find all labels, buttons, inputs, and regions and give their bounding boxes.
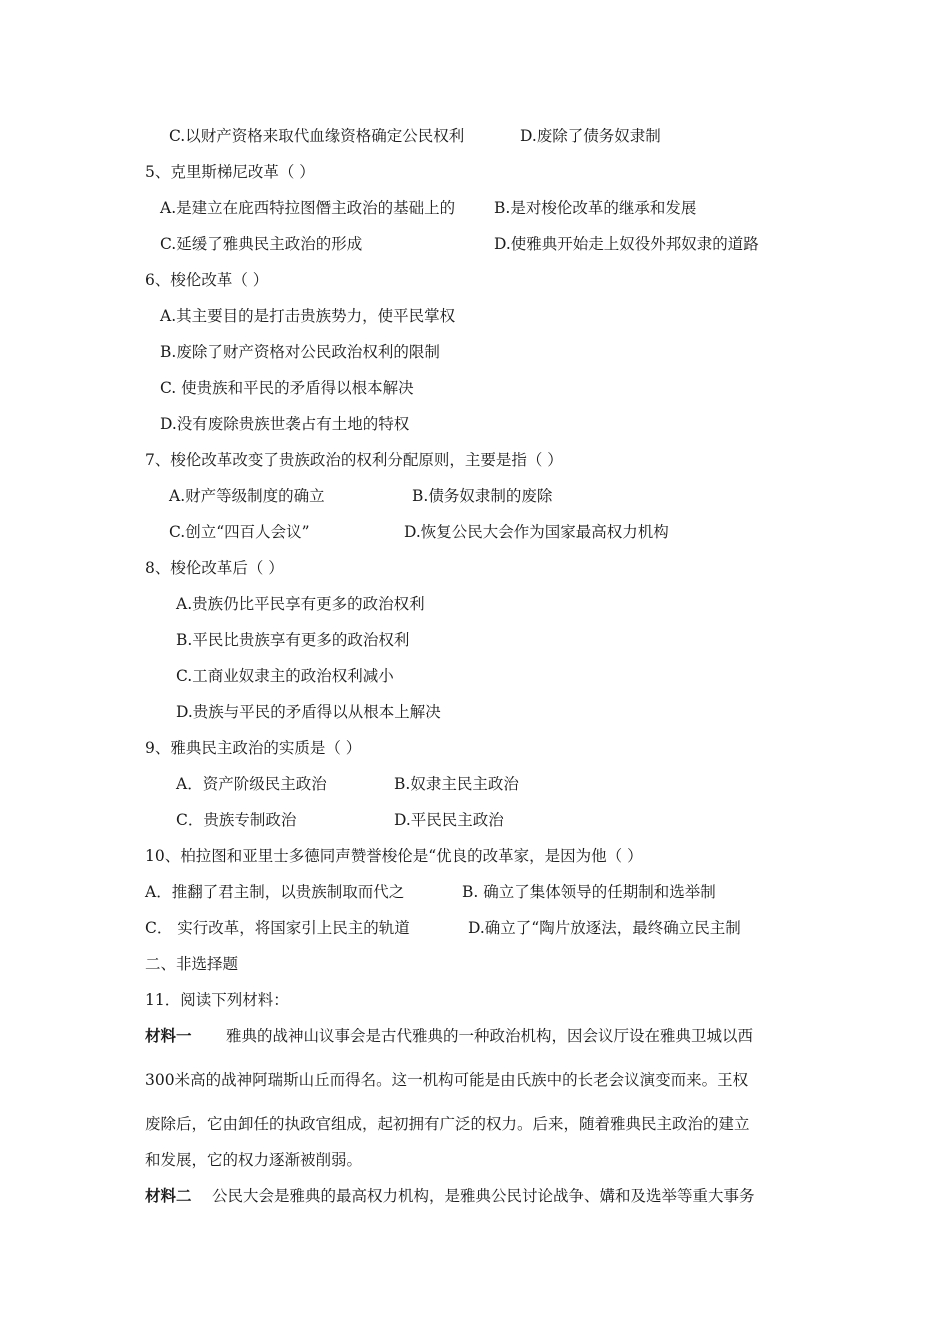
q11-stem: 11．阅读下列材料： bbox=[145, 991, 289, 1009]
q8-option-a: A.贵族仍比平民享有更多的政治权利 bbox=[176, 595, 425, 613]
q5-option-d: D.使雅典开始走上奴役外邦奴隶的道路 bbox=[494, 235, 759, 253]
material-2-line-1: 公民大会是雅典的最高权力机构，是雅典公民讨论战争、媾和及选举等重大事务 bbox=[212, 1187, 755, 1205]
q9-option-d: D.平民民主政治 bbox=[394, 811, 504, 829]
material-1-line-3: 废除后，它由卸任的执政官组成，起初拥有广泛的权力。后来，随着雅典民主政治的建立 bbox=[145, 1115, 750, 1133]
q6-option-c: C. 使贵族和平民的矛盾得以根本解决 bbox=[160, 379, 414, 397]
section-heading: 二、非选择题 bbox=[145, 955, 239, 973]
q9-option-c: C．贵族专制政治 bbox=[176, 811, 297, 829]
q9-option-b: B.奴隶主民主政治 bbox=[394, 775, 519, 793]
q10-option-c: C． 实行改革，将国家引上民主的轨道 bbox=[145, 919, 410, 937]
q4-option-c: C.以财产资格来取代血缘资格确定公民权利 bbox=[169, 127, 465, 145]
q7-option-b: B.债务奴隶制的废除 bbox=[412, 487, 553, 505]
material-1-line-2: 300米高的战神阿瑞斯山丘而得名。这一机构可能是由氏族中的长老会议演变而来。王权 bbox=[145, 1071, 749, 1089]
material-2-label: 材料二 bbox=[145, 1186, 192, 1205]
q6-option-d: D.没有废除贵族世袭占有土地的特权 bbox=[160, 415, 410, 433]
material-1-line-4: 和发展，它的权力逐渐被削弱。 bbox=[145, 1151, 363, 1169]
q8-option-d: D.贵族与平民的矛盾得以从根本上解决 bbox=[176, 703, 441, 721]
q7-option-c: C.创立“四百人会议” bbox=[169, 523, 310, 541]
q9-stem: 9、雅典民主政治的实质是（ ） bbox=[145, 739, 362, 757]
q10-option-d: D.确立了“陶片放逐法，最终确立民主制 bbox=[468, 919, 741, 937]
q6-option-b: B.废除了财产资格对公民政治权利的限制 bbox=[160, 343, 440, 361]
q5-option-b: B.是对梭伦改革的继承和发展 bbox=[494, 199, 697, 217]
q4-option-d: D.废除了债务奴隶制 bbox=[520, 127, 661, 145]
q5-option-a: A.是建立在庇西特拉图僭主政治的基础上的 bbox=[160, 199, 456, 217]
q10-stem: 10、柏拉图和亚里士多德同声赞誉梭伦是“优良的改革家，是因为他（ ） bbox=[145, 847, 643, 865]
material-1-label: 材料一 bbox=[145, 1026, 192, 1045]
q6-stem: 6、梭伦改革（ ） bbox=[145, 271, 269, 289]
q7-option-d: D.恢复公民大会作为国家最高权力机构 bbox=[404, 523, 669, 541]
q10-option-b: B. 确立了集体领导的任期制和选举制 bbox=[462, 883, 716, 901]
q7-option-a: A.财产等级制度的确立 bbox=[169, 487, 325, 505]
q8-option-c: C.工商业奴隶主的政治权利减小 bbox=[176, 667, 394, 685]
q7-stem: 7、梭伦改革改变了贵族政治的权利分配原则，主要是指（ ） bbox=[145, 451, 563, 469]
q10-option-a: A．推翻了君主制，以贵族制取而代之 bbox=[145, 883, 405, 901]
q8-option-b: B.平民比贵族享有更多的政治权利 bbox=[176, 631, 410, 649]
q5-option-c: C.延缓了雅典民主政治的形成 bbox=[160, 235, 363, 253]
q9-option-a: A．资产阶级民主政治 bbox=[176, 775, 327, 793]
q6-option-a: A.其主要目的是打击贵族势力，使平民掌权 bbox=[160, 307, 456, 325]
q8-stem: 8、梭伦改革后（ ） bbox=[145, 559, 284, 577]
q5-stem: 5、克里斯梯尼改革（ ） bbox=[145, 163, 315, 181]
material-1-line-1: 雅典的战神山议事会是古代雅典的一种政治机构，因会议厅设在雅典卫城以西 bbox=[226, 1027, 754, 1045]
